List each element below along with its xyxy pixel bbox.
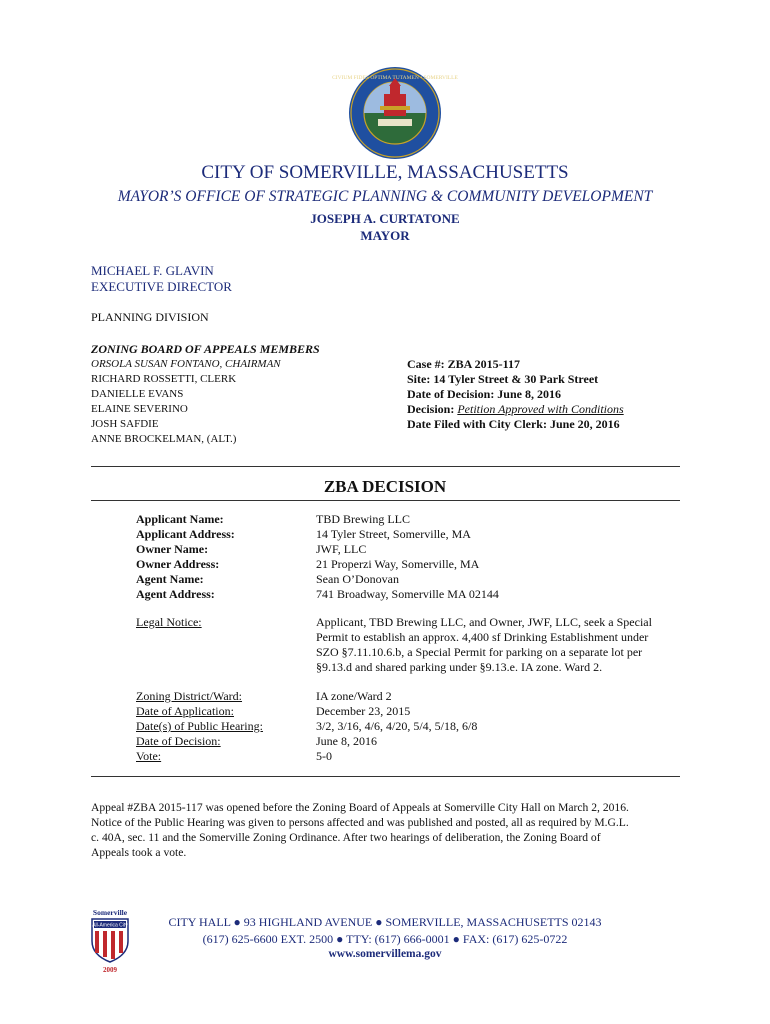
applicant-label: Agent Address: — [136, 587, 215, 601]
body-line: Notice of the Public Hearing was given to persons affected and was published and posted, all as required by M.G.L. — [91, 816, 629, 829]
detail-label: Vote: — [136, 749, 162, 763]
logo-top-text: Somerville — [92, 908, 128, 917]
case-date-filed: Date Filed with City Clerk: June 20, 2016 — [407, 417, 620, 431]
applicant-value: Sean O’Donovan — [316, 572, 399, 586]
legal-notice-line: Permit to establish an approx. 4,400 sf Drinking Establishment under — [316, 630, 649, 644]
board-members — [91, 357, 281, 447]
logo-banner: All-America City — [92, 922, 128, 929]
board-member: ANNE BROCKELMAN, (ALT.) — [91, 433, 237, 445]
applicant-value: JWF, LLC — [316, 542, 367, 556]
detail-value: IA zone/Ward 2 — [316, 689, 392, 703]
detail-label: Zoning District/Ward: — [136, 689, 243, 703]
applicant-label: Owner Address: — [136, 557, 220, 571]
divider-top — [91, 466, 680, 467]
footer-phone: (617) 625-6600 EXT. 2500 ● TTY: (617) 666-0001 ● FAX: (617) 625-0722 — [202, 932, 568, 946]
director-title: EXECUTIVE DIRECTOR — [91, 279, 232, 294]
board-member: ELAINE SEVERINO — [91, 403, 188, 415]
director-name: MICHAEL F. GLAVIN — [91, 263, 214, 278]
legal-notice-text — [316, 615, 652, 675]
detail-value: 5-0 — [316, 749, 332, 763]
case-date-of-decision: Date of Decision: June 8, 2016 — [407, 387, 561, 401]
body-line: Appeals took a vote. — [91, 846, 187, 859]
board-member: RICHARD ROSSETTI, CLERK — [91, 373, 237, 385]
mayor-title: MAYOR — [360, 228, 410, 243]
details-labels — [136, 689, 263, 764]
legal-notice-line: SZO §7.11.10.6.b, a Special Permit for parking on a separate lot per — [316, 645, 643, 659]
detail-label: Date of Application: — [136, 704, 234, 718]
applicant-label: Applicant Address: — [136, 527, 235, 541]
body-line: Appeal #ZBA 2015-117 was opened before the Zoning Board of Appeals at Somerville City Hall on March 2, 2016. — [91, 801, 629, 814]
case-number: Case #: ZBA 2015-117 — [407, 357, 521, 371]
city-title: CITY OF SOMERVILLE, MASSACHUSETTS — [201, 162, 569, 183]
applicant-value: 14 Tyler Street, Somerville, MA — [316, 527, 471, 541]
decision-label: Decision: — [407, 402, 458, 416]
detail-label: Date(s) of Public Hearing: — [136, 719, 263, 733]
applicant-value: 21 Properzi Way, Somerville, MA — [316, 557, 480, 571]
mayor-name: JOSEPH A. CURTATONE — [310, 211, 460, 226]
decision-value: Petition Approved with Conditions — [457, 402, 624, 416]
case-site: Site: 14 Tyler Street & 30 Park Street — [407, 372, 599, 386]
body-paragraph — [91, 800, 629, 860]
board-heading: ZONING BOARD OF APPEALS MEMBERS — [91, 342, 320, 356]
case-decision — [407, 402, 624, 417]
applicant-value: 741 Broadway, Somerville MA 02144 — [316, 587, 499, 601]
seal-icon — [332, 65, 458, 161]
board-member: JOSH SAFDIE — [91, 418, 159, 430]
legal-notice-label: Legal Notice: — [136, 615, 202, 629]
board-member: DANIELLE EVANS — [91, 388, 184, 400]
logo-year: 2009 — [103, 966, 117, 974]
detail-value: 3/2, 3/16, 4/6, 4/20, 5/4, 5/18, 6/8 — [316, 719, 478, 733]
applicant-value: TBD Brewing LLC — [316, 512, 410, 526]
footer-website-link[interactable]: www.somervillema.gov — [328, 948, 442, 960]
seal-motto-top: CIVIUM FIDES OPTIMA TUTAMEN • SOMERVILLE — [332, 75, 458, 81]
applicant-label: Agent Name: — [136, 572, 204, 586]
applicant-labels — [136, 512, 235, 602]
board-member: ORSOLA SUSAN FONTANO, CHAIRMAN — [91, 358, 281, 370]
applicant-values — [316, 512, 499, 602]
city-seal — [332, 65, 458, 161]
applicant-label: Owner Name: — [136, 542, 209, 556]
footer-address: CITY HALL ● 93 HIGHLAND AVENUE ● SOMERVILLE, MASSACHUSETTS 02143 — [168, 915, 602, 929]
body-line: c. 40A, sec. 11 and the Somerville Zoning Ordinance. After two hearings of deliberation, the Zoning Board of — [91, 831, 601, 844]
legal-notice-line: Applicant, TBD Brewing LLC, and Owner, JWF, LLC, seek a Special — [316, 615, 652, 629]
detail-value: December 23, 2015 — [316, 704, 411, 718]
details-values — [316, 689, 477, 764]
divider-title — [91, 500, 680, 501]
detail-value: June 8, 2016 — [316, 734, 377, 748]
detail-label: Date of Decision: — [136, 734, 221, 748]
division-label: PLANNING DIVISION — [91, 310, 209, 324]
case-info — [407, 357, 624, 432]
decision-title: ZBA DECISION — [323, 477, 447, 496]
applicant-label: Applicant Name: — [136, 512, 224, 526]
office-title: MAYOR’S OFFICE OF STRATEGIC PLANNING & COMMUNITY DEVELOPMENT — [117, 188, 653, 205]
legal-notice-line: §9.13.d and shared parking under §9.13.e. IA zone. Ward 2. — [316, 660, 603, 674]
divider-bottom — [91, 776, 680, 777]
